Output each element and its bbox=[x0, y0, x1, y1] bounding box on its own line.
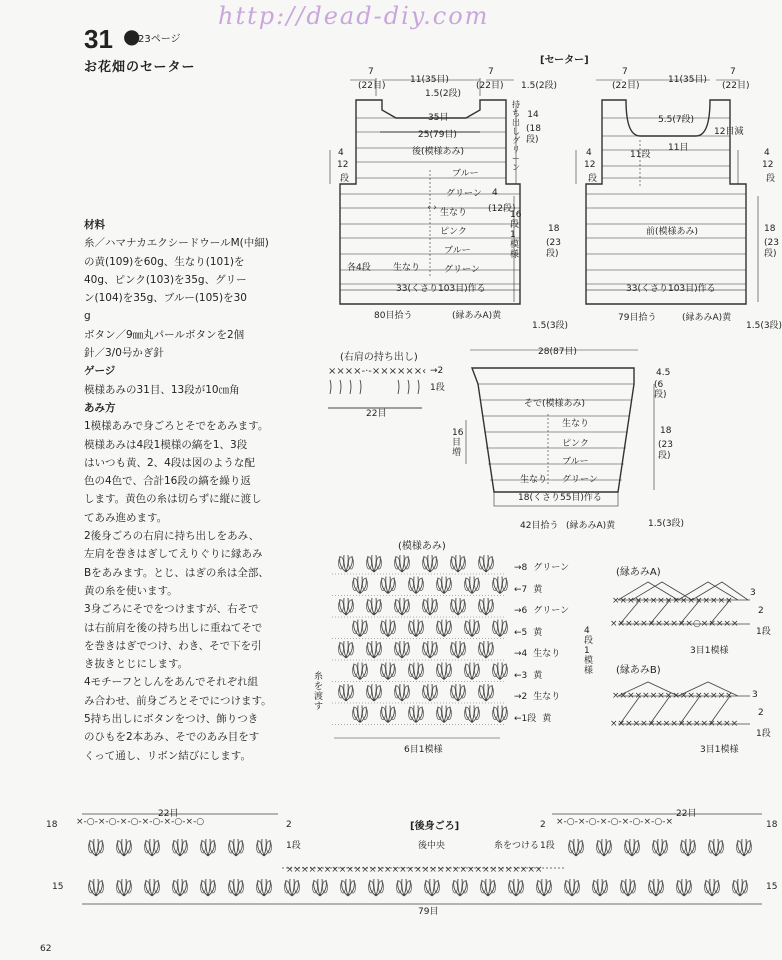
shell-stitch bbox=[493, 706, 508, 723]
shell-stitch bbox=[451, 684, 466, 701]
back-right-4: 4 bbox=[492, 188, 498, 198]
page-number: 62 bbox=[40, 944, 52, 954]
pattern-row-number: →2 bbox=[514, 692, 528, 702]
shell-stitch bbox=[737, 839, 752, 856]
method-line-13: き抜きとじにします。 bbox=[84, 658, 189, 671]
shell-stitch bbox=[367, 555, 382, 572]
pattern-row-color: 黄 bbox=[533, 584, 543, 595]
edge-b-repeat: 3目1模様 bbox=[700, 745, 739, 755]
shell-stitch bbox=[437, 577, 452, 594]
shell-stitch bbox=[465, 663, 480, 680]
shell-stitch bbox=[537, 879, 552, 896]
pattern-row-3 bbox=[514, 668, 542, 681]
pattern-row-1 bbox=[514, 711, 551, 724]
back-chart-row-2-left: 2 bbox=[286, 820, 292, 830]
shell-stitch bbox=[409, 663, 424, 680]
svg-text:×××××××××××○×××××: ×××××××××××○××××× bbox=[610, 619, 739, 629]
method-line-16: 5持ち出しにボタンをつけ、飾りつき bbox=[84, 713, 259, 726]
method-line-11: は右前肩を後の持ち出しに重ねてそで bbox=[84, 621, 263, 634]
shell-stitch bbox=[423, 598, 438, 615]
front-eleven-rows: 11段 bbox=[630, 150, 651, 160]
materials-line-5: ボタン／9㎜丸パールボタンを2個 bbox=[84, 328, 245, 341]
front-piece-diagram bbox=[566, 66, 778, 338]
shell-stitch bbox=[409, 577, 424, 594]
materials-line-3: ン(104)を35g、ブルー(105)を30 bbox=[84, 292, 247, 305]
pattern-row-color: グリーン bbox=[533, 606, 570, 616]
front-top-mid: 11(35目) bbox=[668, 75, 707, 85]
back-neck-depth-right: 1.5(2段) bbox=[521, 81, 558, 91]
sleeve-pick: 42目拾う bbox=[520, 521, 559, 531]
shell-stitch bbox=[395, 684, 410, 701]
back-pickup-label: 持ち出しグリーン bbox=[512, 100, 520, 172]
back-chart-center: 後中央 bbox=[418, 841, 446, 851]
shell-stitch bbox=[367, 598, 382, 615]
shell-stitch bbox=[353, 620, 368, 637]
shell-stitch bbox=[117, 839, 132, 856]
back-chart-left-stitches: 22目 bbox=[158, 809, 179, 819]
shell-stitch bbox=[437, 620, 452, 637]
materials-line-4: g bbox=[84, 310, 91, 323]
shell-stitch bbox=[257, 879, 272, 896]
shell-stitch bbox=[117, 879, 132, 896]
shell-stitch bbox=[709, 839, 724, 856]
shell-stitch bbox=[451, 598, 466, 615]
svg-text:××××××××××××××××: ×××××××××××××××× bbox=[612, 691, 733, 701]
back-left-12-sub: 段 bbox=[340, 174, 350, 184]
front-left-4: 4 bbox=[586, 148, 592, 158]
shell-stitch bbox=[201, 839, 216, 856]
svg-text:××××××××××××××××: ×××××××××××××××× bbox=[612, 596, 733, 606]
shell-stitch bbox=[493, 577, 508, 594]
method-line-17: のひもを2本あみ、そでのあみ目をす bbox=[84, 731, 260, 744]
back-chart-row-15-left: 15 bbox=[52, 882, 64, 892]
pattern-row-number: →8 bbox=[514, 563, 528, 573]
shell-stitch bbox=[565, 879, 580, 896]
sleeve-increase: 16目増 bbox=[452, 428, 464, 458]
edge-b-row-2: 2 bbox=[758, 708, 764, 718]
method-line-6: 2後身ごろの右肩に持ち出しをあみ、 bbox=[84, 530, 260, 543]
pattern-row-number: ←5 bbox=[514, 627, 528, 638]
shell-stitch bbox=[465, 577, 480, 594]
materials-line-6: 針／3/0号かぎ針 bbox=[84, 347, 164, 360]
sweater-label: [セーター] bbox=[540, 55, 589, 66]
edge-a-label: (縁あみA) bbox=[616, 567, 661, 578]
shell-stitch bbox=[285, 879, 300, 896]
stripe-natural-1: 生なり bbox=[440, 208, 468, 218]
edge-b-label: (縁あみB) bbox=[616, 665, 661, 676]
back-chart-row-2-right: 2 bbox=[540, 820, 546, 830]
shell-stitch bbox=[145, 839, 160, 856]
method-line-3: 色の4色で、合計16段の縞を繰り返 bbox=[84, 475, 251, 488]
back-top-right: 7 bbox=[488, 67, 494, 77]
back-side-height: 18 bbox=[548, 224, 560, 234]
front-top-left: 7 bbox=[622, 67, 628, 77]
front-neck-curve: 5.5(7段) bbox=[658, 115, 695, 125]
shell-stitch bbox=[173, 839, 188, 856]
shell-stitch bbox=[451, 641, 466, 658]
shell-stitch bbox=[381, 706, 396, 723]
shell-stitch bbox=[339, 598, 354, 615]
pattern-stitch-chart bbox=[324, 552, 520, 742]
shell-stitch bbox=[437, 663, 452, 680]
shell-stitch bbox=[369, 879, 384, 896]
materials-line-1: の黄(109)を60g、生なり(101)を bbox=[84, 255, 245, 268]
sleeve-height: 18 bbox=[660, 426, 672, 436]
back-left-4: 4 bbox=[338, 148, 344, 158]
edge-b-row-1: 1段 bbox=[756, 729, 771, 739]
shell-stitch bbox=[353, 706, 368, 723]
shell-stitch bbox=[173, 879, 188, 896]
instructions bbox=[84, 216, 284, 765]
edge-a-row-3: 3 bbox=[750, 588, 756, 598]
shell-stitch bbox=[593, 879, 608, 896]
pattern-row-6 bbox=[514, 603, 569, 616]
shell-stitch bbox=[89, 839, 104, 856]
back-pick-80: 80目拾う bbox=[374, 311, 413, 321]
sleeve-bottom-chain: 18(くさり55目)作る bbox=[518, 493, 602, 503]
shell-stitch bbox=[479, 555, 494, 572]
sleeve-name: そで(模様あみ) bbox=[524, 399, 586, 409]
back-piece-name: 後(模様あみ) bbox=[412, 147, 465, 157]
stripe-pink: ピンク bbox=[440, 227, 467, 237]
edge-b-row-3: 3 bbox=[752, 690, 758, 700]
sleeve-edge-height: 1.5(3段) bbox=[648, 519, 685, 529]
shell-stitch bbox=[479, 598, 494, 615]
materials-line-0: 糸／ハマナカエクシードウールM(中細) bbox=[84, 237, 269, 250]
shell-stitch bbox=[625, 839, 640, 856]
back-top-right-sub: (22目) bbox=[476, 81, 504, 91]
pattern-row-color: 生なり bbox=[533, 692, 561, 702]
shell-stitch bbox=[597, 839, 612, 856]
shell-stitch bbox=[465, 706, 480, 723]
shell-stitch bbox=[437, 706, 452, 723]
back-body-chart bbox=[56, 808, 778, 918]
shell-stitch bbox=[381, 620, 396, 637]
back-chart-row-1-right: 1段 bbox=[540, 841, 555, 851]
method-line-10: 3身ごろにそでをつけますが、右そで bbox=[84, 603, 259, 616]
shell-stitch bbox=[229, 839, 244, 856]
shell-stitch bbox=[409, 706, 424, 723]
shell-stitch bbox=[569, 839, 584, 856]
shell-stitch bbox=[313, 879, 328, 896]
sleeve-width: 28(87目) bbox=[538, 347, 577, 357]
svg-text:×××××××××××××××××: ××××××××××××××××× bbox=[610, 719, 739, 729]
pattern-carry-yarn: 糸を渡す bbox=[314, 672, 324, 712]
shell-stitch bbox=[395, 555, 410, 572]
pattern-row-color: 黄 bbox=[533, 627, 543, 638]
method-list bbox=[84, 417, 284, 765]
stripe-green-2: グリーン bbox=[444, 265, 480, 275]
shell-stitch bbox=[201, 879, 216, 896]
shell-stitch bbox=[653, 839, 668, 856]
front-side-height: 18 bbox=[764, 224, 776, 234]
svg-text:××××-·-××××××‹: ××××-·-××××××‹ bbox=[328, 366, 427, 377]
pattern-label: (模様あみ) bbox=[398, 541, 446, 552]
sleeve-stripe-left: 生なり bbox=[520, 475, 548, 485]
materials-heading: 材料 bbox=[84, 219, 105, 231]
svg-text:‹ ›: ‹ › bbox=[427, 203, 437, 213]
method-line-8: Bをあみます。とじ、はぎの糸は全部、 bbox=[84, 566, 269, 579]
back-neck-width: 35目 bbox=[428, 113, 449, 123]
edge-a-row-2: 2 bbox=[758, 606, 764, 616]
stripe-blue-2: ブルー bbox=[444, 246, 471, 256]
shell-stitch bbox=[465, 620, 480, 637]
sleeve-edge-label: (縁あみA)黄 bbox=[566, 521, 616, 531]
front-right-12: 12 bbox=[762, 160, 774, 170]
bullet-dot: ● bbox=[123, 24, 141, 48]
pattern-row-number: ←3 bbox=[514, 670, 528, 681]
shell-stitch bbox=[481, 879, 496, 896]
gauge-heading: ゲージ bbox=[84, 365, 116, 378]
shell-stitch bbox=[409, 620, 424, 637]
stripe-blue-1: ブルー bbox=[452, 169, 479, 179]
sleeve-cap-sub: (6段) bbox=[654, 380, 667, 400]
pattern-title: お花畑のセーター bbox=[84, 60, 196, 75]
method-line-2: はいつも黄、2、4段は図のような配 bbox=[84, 456, 255, 469]
shell-stitch bbox=[381, 663, 396, 680]
method-line-12: を巻きはぎでつけ、わき、そで下を引 bbox=[84, 639, 262, 652]
svg-text:×-○-×-○-×-○-×-○-×-○-×-○: ×-○-×-○-×-○-×-○-×-○-×-○ bbox=[76, 817, 205, 827]
shell-stitch bbox=[425, 879, 440, 896]
method-line-1: 模様あみは4段1模様の縞を1、3段 bbox=[84, 438, 248, 451]
shell-stitch bbox=[353, 577, 368, 594]
shell-stitch bbox=[89, 879, 104, 896]
front-right-4: 4 bbox=[764, 148, 770, 158]
shell-stitch bbox=[339, 684, 354, 701]
materials-list bbox=[84, 234, 284, 362]
pattern-row-color: 黄 bbox=[533, 670, 543, 681]
back-top-left: 7 bbox=[368, 67, 374, 77]
shell-stitch bbox=[681, 839, 696, 856]
pattern-row-number: ←1段 bbox=[514, 713, 537, 724]
front-bottom-chain: 33(くさり103目)作る bbox=[626, 284, 716, 294]
right-shoulder-label: (右肩の持ち出し) bbox=[340, 352, 418, 363]
back-chart-right-stitches: 22目 bbox=[676, 809, 697, 819]
method-line-9: 黄の糸を使います。 bbox=[84, 584, 178, 597]
back-body-label: [後身ごろ] bbox=[410, 821, 460, 832]
back-right-12: (12段) bbox=[488, 204, 516, 214]
shell-stitch bbox=[339, 641, 354, 658]
back-left-12: 12 bbox=[337, 160, 349, 170]
sleeve-height-sub: (23段) bbox=[658, 440, 673, 461]
pattern-row-color: グリーン bbox=[533, 563, 570, 573]
front-eleven-stitches: 11目 bbox=[668, 143, 689, 153]
front-edge-label: (縁あみA)黄 bbox=[682, 313, 732, 323]
method-line-4: します。黄色の糸は切らずに縦に渡し bbox=[84, 493, 262, 506]
edge-a-chart bbox=[608, 574, 768, 638]
back-armhole-rows: (18段) bbox=[526, 124, 541, 145]
method-line-7: 左肩を巻きはぎしてえりぐりに縁あみ bbox=[84, 548, 263, 561]
front-top-left-sub: (22目) bbox=[612, 81, 640, 91]
shoulder-row-2: →2 bbox=[430, 366, 444, 376]
shell-stitch bbox=[341, 879, 356, 896]
gauge-text: 模様あみの31目、13段が10㎝角 bbox=[84, 383, 240, 396]
method-line-18: くって通し、リボン結びにします。 bbox=[84, 749, 251, 762]
front-piece-name: 前(模様あみ) bbox=[646, 227, 699, 237]
sleeve-stripe-pink: ピンク bbox=[562, 439, 589, 449]
pattern-row-7 bbox=[514, 582, 542, 595]
shell-stitch bbox=[705, 879, 720, 896]
shell-stitch bbox=[395, 641, 410, 658]
method-line-14: 4モチーフとしんをあんでそれぞれ組 bbox=[84, 676, 259, 689]
pattern-repeat-rows: 4段1模様 bbox=[584, 626, 594, 676]
shell-stitch bbox=[229, 879, 244, 896]
shell-stitch bbox=[367, 641, 382, 658]
shell-stitch bbox=[423, 684, 438, 701]
sleeve-cap: 4.5 bbox=[656, 368, 671, 378]
front-left-12: 12 bbox=[584, 160, 596, 170]
page-reference: 23ページ bbox=[138, 34, 181, 45]
front-side-height-sub: (23段) bbox=[764, 238, 779, 259]
shell-stitch bbox=[353, 663, 368, 680]
pattern-row-8 bbox=[514, 560, 569, 573]
pattern-number: 31 bbox=[84, 24, 113, 54]
shell-stitch bbox=[395, 598, 410, 615]
shell-stitch bbox=[479, 684, 494, 701]
sleeve-stripe-natural: 生なり bbox=[562, 419, 590, 429]
sleeve-stripe-green: グリーン bbox=[562, 475, 598, 485]
edge-b-chart bbox=[608, 674, 768, 740]
back-chart-total: 79目 bbox=[418, 907, 439, 917]
sixteen-row-repeat: 16段1模様 bbox=[510, 210, 522, 260]
watermark: http://dead-diy.com bbox=[218, 2, 490, 30]
back-side-height-sub: (23段) bbox=[546, 238, 561, 259]
pattern-row-color: 生なり bbox=[533, 649, 561, 659]
back-chart-row-18-right: 18 bbox=[766, 820, 778, 830]
front-right-12-sub: 段 bbox=[766, 174, 776, 184]
front-pick-79: 79目拾う bbox=[618, 313, 657, 323]
shell-stitch bbox=[381, 577, 396, 594]
method-heading: あみ方 bbox=[84, 401, 116, 414]
edge-a-repeat: 3目1模様 bbox=[690, 646, 729, 656]
back-chart-attach-yarn: 糸をつける bbox=[494, 841, 540, 851]
shell-stitch bbox=[733, 879, 748, 896]
materials-line-2: 40g、ピンク(103)を35g、グリー bbox=[84, 273, 247, 286]
shoulder-row-1: 1段 bbox=[430, 383, 445, 393]
shell-stitch bbox=[451, 555, 466, 572]
shell-stitch bbox=[423, 641, 438, 658]
back-edge-label: (縁あみA)黄 bbox=[452, 311, 502, 321]
svg-text:××××××××××××××××××××××××××××××: ×××××××××××××××××××××××××××××××××× bbox=[286, 865, 543, 875]
stripe-green-1: グリーン bbox=[446, 189, 482, 199]
back-top-left-sub: (22目) bbox=[358, 81, 386, 91]
shell-stitch bbox=[479, 641, 494, 658]
stripe-each-4: 各4段 bbox=[347, 263, 371, 273]
shell-stitch bbox=[493, 663, 508, 680]
method-line-15: み合わせ、前身ごろとそでにつけます。 bbox=[84, 694, 272, 707]
back-top-mid: 11(35目) bbox=[410, 75, 449, 85]
shell-stitch bbox=[257, 839, 272, 856]
back-armhole-height: 14 bbox=[527, 110, 539, 120]
shell-stitch bbox=[621, 879, 636, 896]
front-top-right-sub: (22目) bbox=[722, 81, 750, 91]
svg-text:×-○-×-○-×-○-×-○-×-○-×: ×-○-×-○-×-○-×-○-×-○-× bbox=[556, 817, 673, 827]
back-edge-height: 1.5(3段) bbox=[532, 321, 569, 331]
pattern-row-number: ←7 bbox=[514, 584, 528, 595]
method-line-5: てあみ進めます。 bbox=[84, 511, 168, 524]
shell-stitch bbox=[649, 879, 664, 896]
edge-a-row-1: 1段 bbox=[756, 627, 771, 637]
shell-stitch bbox=[339, 555, 354, 572]
back-chart-row-1-left: 1段 bbox=[286, 841, 301, 851]
pattern-row-4 bbox=[514, 646, 560, 659]
front-top-right: 7 bbox=[730, 67, 736, 77]
pattern-row-number: →4 bbox=[514, 649, 528, 659]
pattern-row-color: 黄 bbox=[542, 713, 552, 724]
shell-stitch bbox=[509, 879, 524, 896]
stripe-natural-left: 生なり bbox=[393, 263, 421, 273]
front-edge-height: 1.5(3段) bbox=[746, 321, 782, 331]
back-chart-row-15-right: 15 bbox=[766, 882, 778, 892]
back-chart-row-18-left: 18 bbox=[46, 820, 58, 830]
back-width-mid: 25(79目) bbox=[418, 130, 457, 140]
pattern-row-number: →6 bbox=[514, 606, 528, 616]
sleeve-stripe-blue: ブルー bbox=[562, 457, 589, 467]
pattern-row-5 bbox=[514, 625, 542, 638]
shell-stitch bbox=[453, 879, 468, 896]
front-left-12-sub: 段 bbox=[588, 174, 598, 184]
back-neck-depth: 1.5(2段) bbox=[425, 89, 462, 99]
shell-stitch bbox=[145, 879, 160, 896]
back-bottom-chain: 33(くさり103目)作る bbox=[396, 284, 486, 294]
shell-stitch bbox=[493, 620, 508, 637]
method-line-0: 1模様あみで身ごろとそでをあみます。 bbox=[84, 420, 269, 433]
pattern-row-2 bbox=[514, 689, 560, 702]
shell-stitch bbox=[367, 684, 382, 701]
shoulder-width: 22目 bbox=[366, 409, 387, 419]
pattern-repeat-stitches: 6目1模様 bbox=[404, 745, 443, 755]
front-dec-12: 12目減 bbox=[714, 127, 744, 137]
shell-stitch bbox=[397, 879, 412, 896]
shell-stitch bbox=[423, 555, 438, 572]
shell-stitch bbox=[677, 879, 692, 896]
